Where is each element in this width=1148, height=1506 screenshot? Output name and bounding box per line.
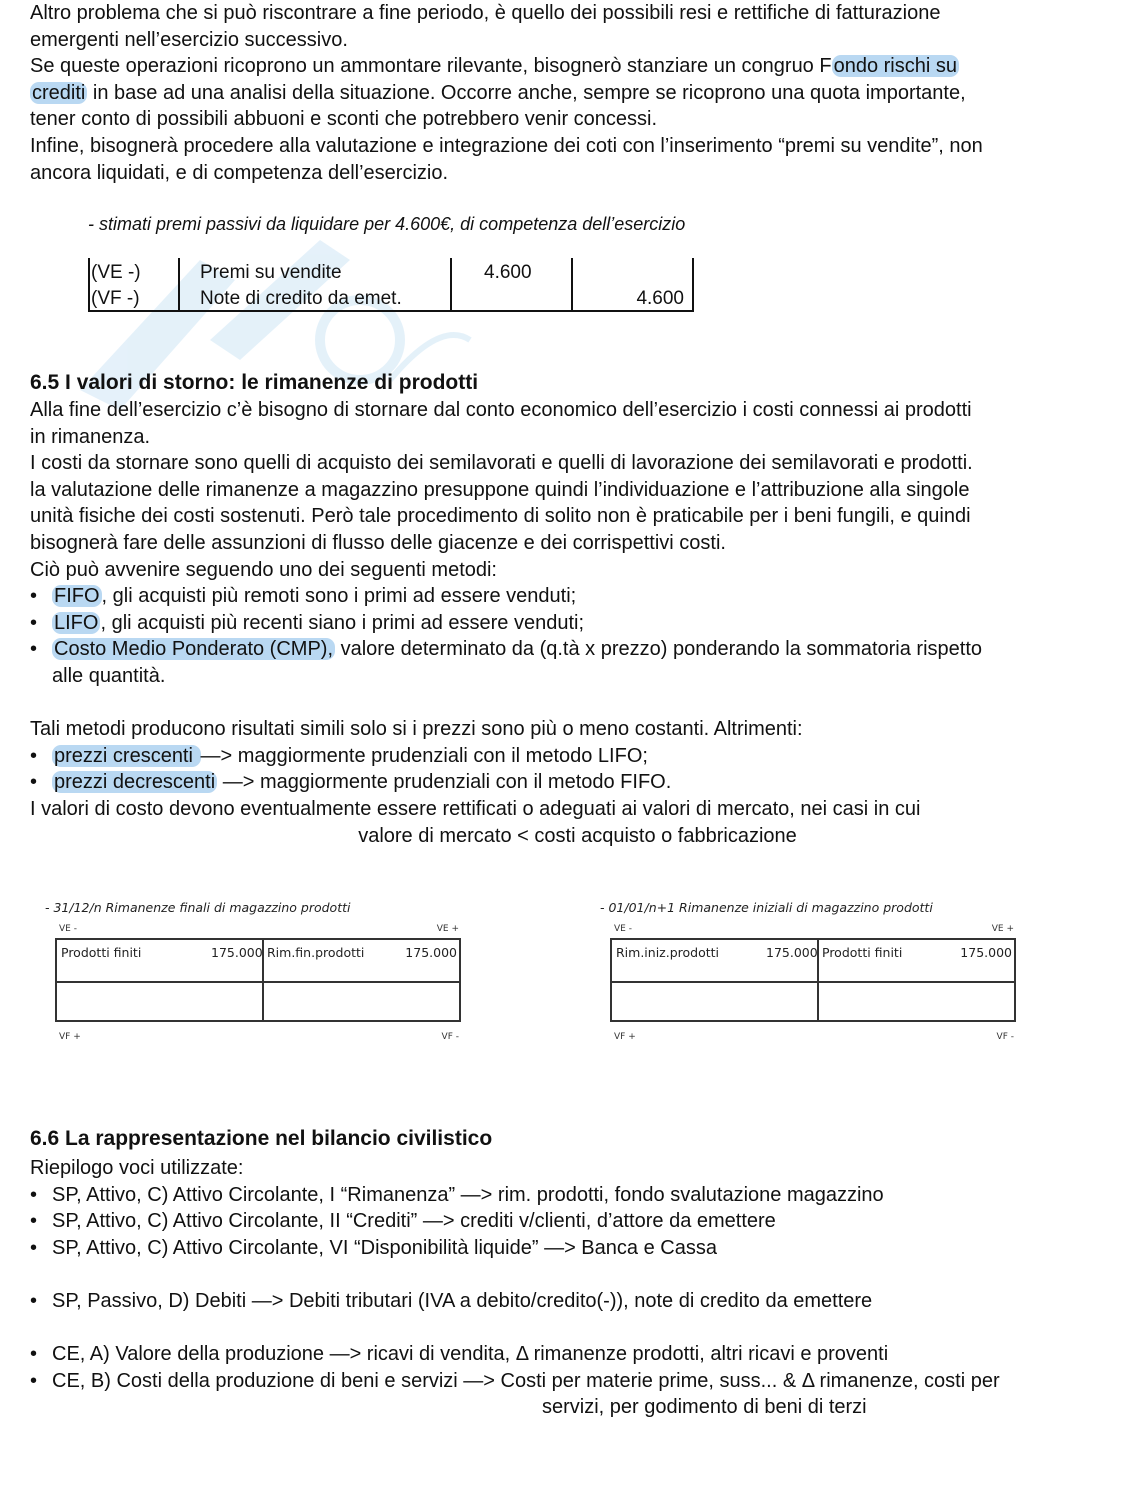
text-line: Altro problema che si può riscontrare a fine periodo, è quello dei possibili resi e rettifiche di fatturazione (30, 2, 941, 24)
table-border (178, 258, 180, 312)
text-line: Tali metodi producono risultati simili solo si i prezzi sono più o meno costanti. Altrimenti: (30, 718, 803, 741)
highlighted-term: FIFO (54, 585, 100, 608)
list-item (30, 583, 1125, 610)
text-segment: —> maggiormente prudenziali con il metodo LIFO; (200, 744, 648, 767)
highlighted-term: prezzi decrescenti (54, 771, 216, 794)
left-label: Rim.iniz.prodotti (616, 945, 720, 960)
list-item: • SP, Attivo, C) Attivo Circolante, II “Crediti” —> crediti v/clienti, d’attore da emettere (30, 1208, 1125, 1235)
left-value: 175.000 (766, 945, 818, 960)
summary-list (30, 1288, 1125, 1315)
condition-line: valore di mercato < costi acquisto o fabbricazione (358, 824, 797, 847)
list-item (30, 636, 1125, 663)
list-item: • SP, Attivo, C) Attivo Circolante, VI “Disponibilità liquide” —> Banca e Cassa (30, 1235, 1125, 1262)
label-bottom-left: VF + (614, 1032, 636, 1042)
journal-entry-table (88, 258, 694, 312)
list-item: • CE, B) Costi della produzione di beni e servizi —> Costi per materie prime, suss... & Δ rimanenze, costi per (30, 1368, 1125, 1395)
account-caption: - 31/12/n Rimanenze finali di magazzino prodotti (45, 900, 351, 915)
text-line: servizi, per godimento di beni di terzi (542, 1396, 867, 1419)
label-bottom-right: VF - (441, 1032, 459, 1042)
text-line (30, 80, 1125, 107)
account-caption: - 01/01/n+1 Rimanenze iniziali di magazzino prodotti (600, 900, 933, 915)
text-line: bisognerà fare delle assunzioni di flusso delle giacenze e dei corrispettivi costi. (30, 531, 726, 554)
text-line: Riepilogo voci utilizzate: (30, 1157, 244, 1179)
intro-paragraph (30, 0, 1125, 186)
row-credit: 4.600 (636, 288, 684, 309)
text-segment: , gli acquisti più remoti sono i primi ad essere venduti; (101, 585, 577, 608)
text-line: in rimanenza. (30, 425, 151, 448)
blank-line (30, 1315, 1125, 1342)
text-line: I costi da stornare sono quelli di acquisto dei semilavorati e quelli di lavorazione dei semilavorati e prodotti. (30, 452, 973, 475)
table-border (571, 258, 573, 312)
account-box (55, 938, 461, 1022)
highlighted-term: LIFO (54, 611, 99, 634)
t-account-closing (45, 900, 465, 1050)
text-line (30, 53, 1125, 80)
highlighted-term: Costo Medio Ponderato (CMP), (54, 638, 334, 661)
list-item: • SP, Passivo, D) Debiti —> Debiti tributari (IVA a debito/credito(-)), note di credito da emettere (30, 1288, 1125, 1315)
right-label: Prodotti finiti (822, 945, 903, 960)
text-segment: —> maggiormente prudenziali con il metodo FIFO. (217, 771, 672, 794)
row-code: (VE -) (91, 262, 141, 283)
blank-line (30, 1261, 1125, 1288)
t-account-opening (600, 900, 1020, 1050)
label-top-left: VE - (59, 924, 77, 934)
highlighted-term: prezzi crescenti (54, 744, 199, 767)
section-title: 6.5 I valori di storno: le rimanenze di prodotti (30, 371, 479, 394)
text-segment: Se queste operazioni ricoprono un ammontare rilevante, bisognerò stanziare un congruo F (30, 55, 832, 78)
table-border (450, 258, 452, 312)
row-code: (VF -) (91, 288, 140, 309)
section-title: 6.6 La rappresentazione nel bilancio civilistico (30, 1127, 493, 1150)
list-item: • SP, Attivo, C) Attivo Circolante, I “Rimanenza” —> rim. prodotti, fondo svalutazione magazzino (30, 1182, 1125, 1209)
text-line: unità fisiche dei costi sostenuti. Però tale procedimento di solito non è praticabile per i beni fungili, e quindi (30, 505, 971, 528)
table-border (692, 258, 694, 312)
blank-line (30, 690, 1125, 717)
text-segment: in base ad una analisi della situazione. Occorre anche, sempre se ricoprono una quota importante, (87, 81, 966, 104)
right-value: 175.000 (405, 945, 457, 960)
text-line: ancora liquidati, e di competenza dell’esercizio. (30, 161, 449, 184)
methods-list (30, 583, 1125, 663)
table-border (88, 258, 90, 312)
highlighted-term: crediti (32, 81, 86, 104)
list-item (30, 743, 1125, 770)
text-line: Infine, bisognerà procedere alla valutazione e integrazione dei coti con l’inserimento “premi su vendite”, non (30, 134, 983, 157)
summary-list (30, 1341, 1125, 1394)
text-line: I valori di costo devono eventualmente essere rettificati o adeguati ai valori di mercato, nei casi in cui (30, 797, 921, 820)
text-line: emergenti nell’esercizio successivo. (30, 28, 348, 51)
label-top-left: VE - (614, 924, 632, 934)
account-box (610, 938, 1016, 1022)
row-account: Premi su vendite (200, 262, 342, 283)
right-label: Rim.fin.prodotti (267, 945, 365, 960)
label-bottom-left: VF + (59, 1032, 81, 1042)
list-item: • CE, A) Valore della produzione —> ricavi di vendita, Δ rimanenze prodotti, altri ricavi e proventi (30, 1341, 1125, 1368)
list-item (30, 769, 1125, 796)
text-line: alle quantità. (52, 664, 166, 687)
text-segment: valore determinato da (q.tà x prezzo) ponderando la sommatoria rispetto (335, 638, 983, 661)
row-divider (612, 981, 1014, 983)
text-line: la valutazione delle rimanenze a magazzino presuppone quindi l’individuazione e l’attribuzione alla singole (30, 478, 970, 501)
label-bottom-right: VF - (996, 1032, 1014, 1042)
summary-list (30, 1182, 1125, 1262)
text-segment: , gli acquisti più recenti siano i primi ad essere venduti; (100, 611, 585, 634)
right-value: 175.000 (960, 945, 1012, 960)
section-body (30, 397, 1125, 849)
left-value: 175.000 (211, 945, 263, 960)
list-item (30, 610, 1125, 637)
highlighted-term: ondo rischi su (833, 55, 957, 78)
prices-list (30, 743, 1125, 796)
row-divider (57, 981, 459, 983)
text-line: tener conto di possibili abbuoni e sconti che potrebbero venir concessi. (30, 108, 658, 131)
label-top-right: VE + (991, 924, 1014, 934)
row-debit: 4.600 (484, 262, 532, 283)
text-line: Alla fine dell’esercizio c’è bisogno di stornare dal conto economico dell’esercizio i costi connessi ai prodotti (30, 399, 972, 421)
left-label: Prodotti finiti (61, 945, 142, 960)
estimate-note: - stimati premi passivi da liquidare per 4.600€, di competenza dell’esercizio (88, 214, 686, 234)
label-top-right: VE + (436, 924, 459, 934)
text-line: Ciò può avvenire seguendo uno dei seguenti metodi: (30, 558, 497, 581)
section-body (30, 1155, 1125, 1421)
row-account: Note di credito da emet. (200, 288, 402, 309)
